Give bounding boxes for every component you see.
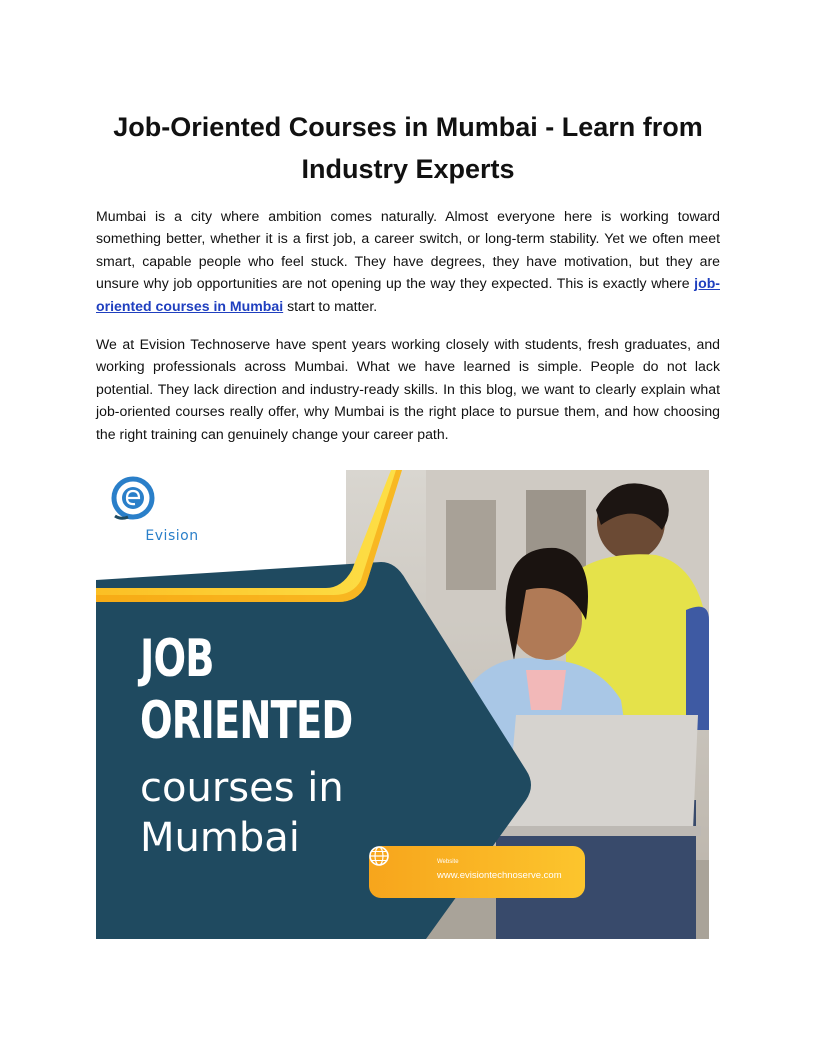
headline-job: JOB [140,629,214,689]
globe-icon [369,846,389,866]
intro-text: Mumbai is a city where ambition comes naturally. Almost everyone here is working toward something better, whether it is a first job, a career switch, or long-term stability. Yet we often meet smart, capable people who feel stuck. They have degrees, they have motivation, but they are unsure why job opportunities are not opening up the way they expected. This is exactly where [96,208,720,292]
headline-courses-in: courses in [140,765,344,811]
courses-link[interactable]: job-oriented courses in Mumbai [96,275,720,314]
about-paragraph: We at Evision Technoserve have spent years working closely with students, fresh graduates, and working professionals across Mumbai. What we have learned is simple. People do not lack potential. They lack direction and industry-ready skills. In this blog, we want to clearly explain what job-oriented courses really offer, why Mumbai is the right place to pursue them, and how choosing the right training can genuinely change your career path. [96,336,720,442]
page-title: Job-Oriented Courses in Mumbai - Learn from Industry Experts [113,112,703,184]
website-pill [369,846,585,898]
student-front-inner [526,670,566,710]
evision-logo-icon [96,470,166,530]
laptop-base [491,826,701,836]
headline-mumbai: Mumbai [140,815,300,861]
intro-text-end: start to matter. [283,297,378,314]
student-side-shirt [686,607,709,730]
laptop [506,715,698,830]
logo-wordmark: Evision [145,528,199,544]
window-1 [446,500,496,590]
intro-paragraph [96,205,720,317]
promo-banner [96,470,709,939]
headline-oriented: ORIENTED [140,691,353,751]
website-url[interactable]: www.evisiontechnoserve.com [437,870,562,881]
website-label: Website [437,859,459,865]
